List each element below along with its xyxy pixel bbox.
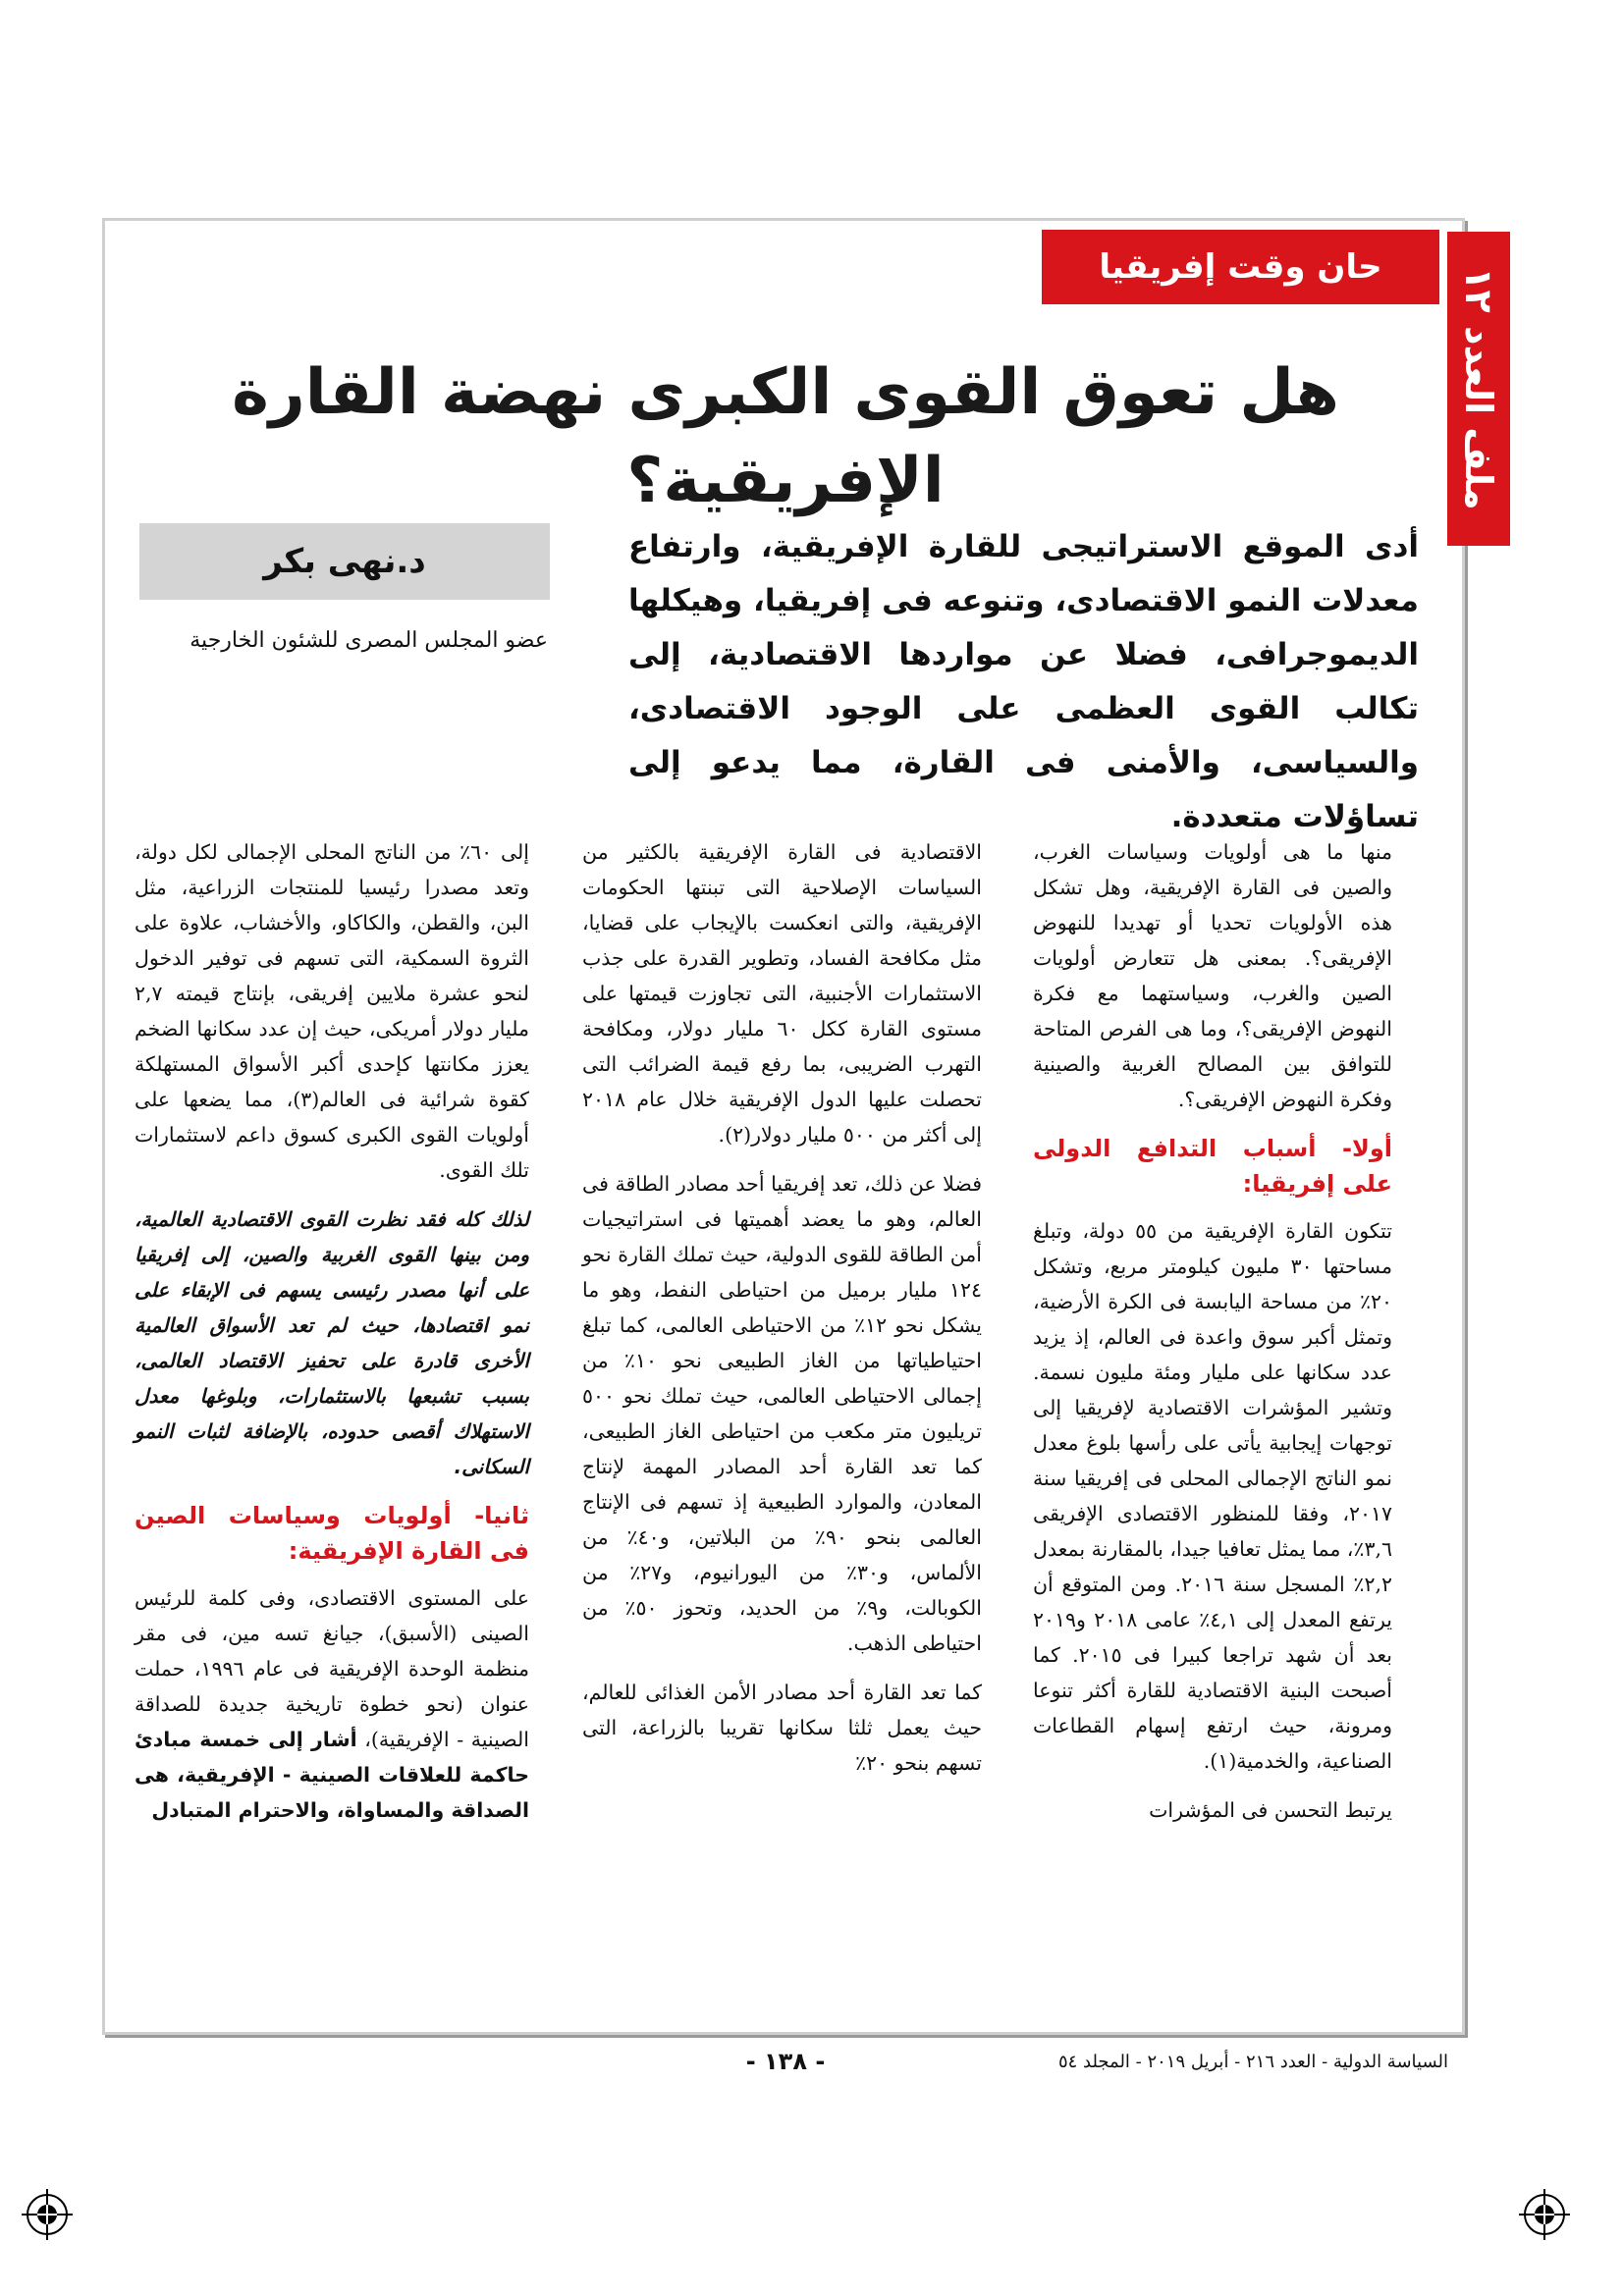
author-role: عضو المجلس المصرى للشئون الخارجية	[189, 628, 548, 653]
section-heading: ثانيا- أولويات وسياسات الصين فى القارة الإفريقية:	[135, 1502, 529, 1565]
registration-mark-icon	[1519, 2189, 1570, 2240]
column-left	[135, 834, 529, 1842]
issue-file-tab	[1447, 232, 1510, 546]
paragraph: منها ما هى أولويات وسياسات الغرب، والصين فى القارة الإفريقية، وهل تشكل هذه الأولويات تحديا أو تهديدا للنهوض الإفريقى؟. بمعنى هل تتعارض أولويات الصين والغرب، وسياستهما مع فكرة النهوض الإفريقى؟، وما هى الفرص المتاحة للتوافق بين المصالح الغربية والصينية وفكرة النهوض الإفريقى؟.	[1033, 840, 1392, 1111]
paragraph: كما تعد القارة أحد مصادر الأمن الغذائى للعالم، حيث يعمل ثلثا سكانها تقريبا بالزراعة، التى تسهم بنحو ٢٠٪	[582, 1681, 982, 1775]
paragraph: الاقتصادية فى القارة الإفريقية بالكثير من السياسات الإصلاحية التى تبنتها الحكومات الإفريقية، والتى انعكست بالإيجاب على قضايا، مثل مكافحة الفساد، وتطوير القدرة على جذب الاستثمارات الأجنبية، التى تجاوزت قيمتها على مستوى القارة ككل ٦٠ مليار دولار، ومكافحة التهرب الضريبى، بما رفع قيمة الضرائب التى تحصلت عليها الدول الإفريقية خلال عام ٢٠١٨ إلى أكثر من ٥٠٠ مليار دولار(٢).	[582, 840, 982, 1147]
paragraph: فضلا عن ذلك، تعد إفريقيا أحد مصادر الطاقة فى العالم، وهو ما يعضد أهميتها فى استراتيجيات أمن الطاقة للقوى الدولية، حيث تملك القارة نحو ١٢٤ مليار برميل من احتياطى النفط، وهو ما يشكل نحو ١٢٪ من الاحتياطى العالمى، كما تبلغ احتياطياتها من الغاز الطبيعى نحو ١٠٪ من إجمالى الاحتياطى العالمى، حيث تملك نحو ٥٠٠ تريليون متر مكعب من احتياطى الغاز الطبيعى، كما تعد القارة أحد المصادر المهمة لإنتاج المعادن، والموارد الطبيعية إذ تسهم فى الإنتاج العالمى بنحو ٩٠٪ من البلاتين، و٤٠٪ من الألماس، و٣٠٪ من اليورانيوم، و٢٧٪ من الكوبالت، و٩٪ من الحديد، وتحوز ٥٠٪ من احتياطى الذهب.	[582, 1172, 982, 1655]
paragraph: يرتبط التحسن فى المؤشرات	[1149, 1798, 1392, 1822]
column-middle	[582, 834, 982, 1794]
paragraph-bold-text: أشار إلى خمسة مبادئ حاكمة للعلاقات الصينية - الإفريقية، هى الصداقة والمساواة، والاحترام المتبادل	[135, 1728, 529, 1822]
section-heading: أولا- أسباب التدافع الدولى على إفريقيا:	[1033, 1135, 1392, 1198]
article-headline: هل تعوق القوى الكبرى نهضة القارة الإفريقية؟	[232, 356, 1339, 517]
footer-source: السياسة الدولية - العدد ٢١٦ - أبريل ٢٠١٩ - المجلد ٥٤	[1057, 2052, 1448, 2072]
author-name: د.نهى بكر	[139, 523, 550, 600]
highlight-paragraph: لذلك كله فقد نظرت القوى الاقتصادية العالمية، ومن بينها القوى الغربية والصين، إلى إفريقيا على أنها مصدر رئيسى يسهم فى الإبقاء على نمو اقتصادها، حيث لم تعد الأسواق العالمية الأخرى قادرة على تحفيز الاقتصاد العالمى، بسبب تشبعها بالاستثمارات، وبلوغها معدل الاستهلاك أقصى حدوده، بالإضافة لثبات النمو السكانى.	[135, 1207, 529, 1478]
registration-mark-icon	[22, 2189, 73, 2240]
column-right	[1033, 834, 1392, 1842]
article-lead: أدى الموقع الاستراتيجى للقارة الإفريقية، وارتفاع معدلات النمو الاقتصادى، وتنوعه فى إفريقيا، وهيكلها الديموجرافى، فضلا عن مواردها الاقتصادية، إلى تكالب القوى العظمى على الوجود الاقتصادى، والسياسى، والأمنى فى القارة، مما يدعو إلى تساؤلات متعددة.	[628, 529, 1419, 834]
page-number: - ١٣٨ -	[745, 2048, 826, 2075]
paragraph: تتكون القارة الإفريقية من ٥٥ دولة، وتبلغ مساحتها ٣٠ مليون كيلومتر مربع، وتشكل ٢٠٪ من مساحة اليابسة فى الكرة الأرضية، وتمثل أكبر سوق واعدة فى العالم، إذ يزيد عدد سكانها على مليار ومئة مليون نسمة. وتشير المؤشرات الاقتصادية لإفريقيا إلى توجهات إيجابية يأتى على رأسها بلوغ معدل نمو الناتج الإجمالى المحلى فى إفريقيا سنة ٢٠١٧، وفقا للمنظور الاقتصادى الإفريقى ٣,٦٪، مما يمثل تعافيا جيدا، بالمقارنة بمعدل ٢,٢٪ المسجل سنة ٢٠١٦. ومن المتوقع أن يرتفع المعدل إلى ٤,١٪ عامى ٢٠١٨ و٢٠١٩ بعد أن شهد تراجعا كبيرا فى ٢٠١٥. كما أصبحت البنية الاقتصادية للقارة أكثر تنوعا ومرونة، حيث ارتفع إسهام القطاعات الصناعية، والخدمية(١).	[1033, 1219, 1393, 1773]
paragraph	[135, 1580, 529, 1828]
section-kicker: حان وقت إفريقيا ..رهانات الصعود	[1042, 230, 1439, 304]
paragraph-text: على المستوى الاقتصادى، وفى كلمة للرئيس الصينى (الأسبق)، جيانغ تسه مين، فى مقر منظمة الوحدة الإفريقية فى عام ١٩٩٦، حملت عنوان (نحو خطوة تاريخية جديدة للصداقة الصينية - الإفريقية)،	[135, 1586, 529, 1751]
paragraph: إلى ٦٠٪ من الناتج المحلى الإجمالى لكل دولة، وتعد مصدرا رئيسيا للمنتجات الزراعية، مثل البن، والقطن، والكاكاو، والأخشاب، علاوة على الثروة السمكية، التى تسهم فى توفير الدخول لنحو عشرة ملايين إفريقى، بإنتاج قيمته ٢,٧ مليار دولار أمريكى، حيث إن عدد سكانها الضخم يعزز مكانتها كإحدى أكبر الأسواق المستهلكة كقوة شرائية فى العالم(٣)، مما يضعها على أولويات القوى الكبرى كسوق داعم لاستثمارات تلك القوى.	[135, 840, 529, 1182]
issue-file-label: ملف العدد ١٢	[1457, 267, 1500, 510]
